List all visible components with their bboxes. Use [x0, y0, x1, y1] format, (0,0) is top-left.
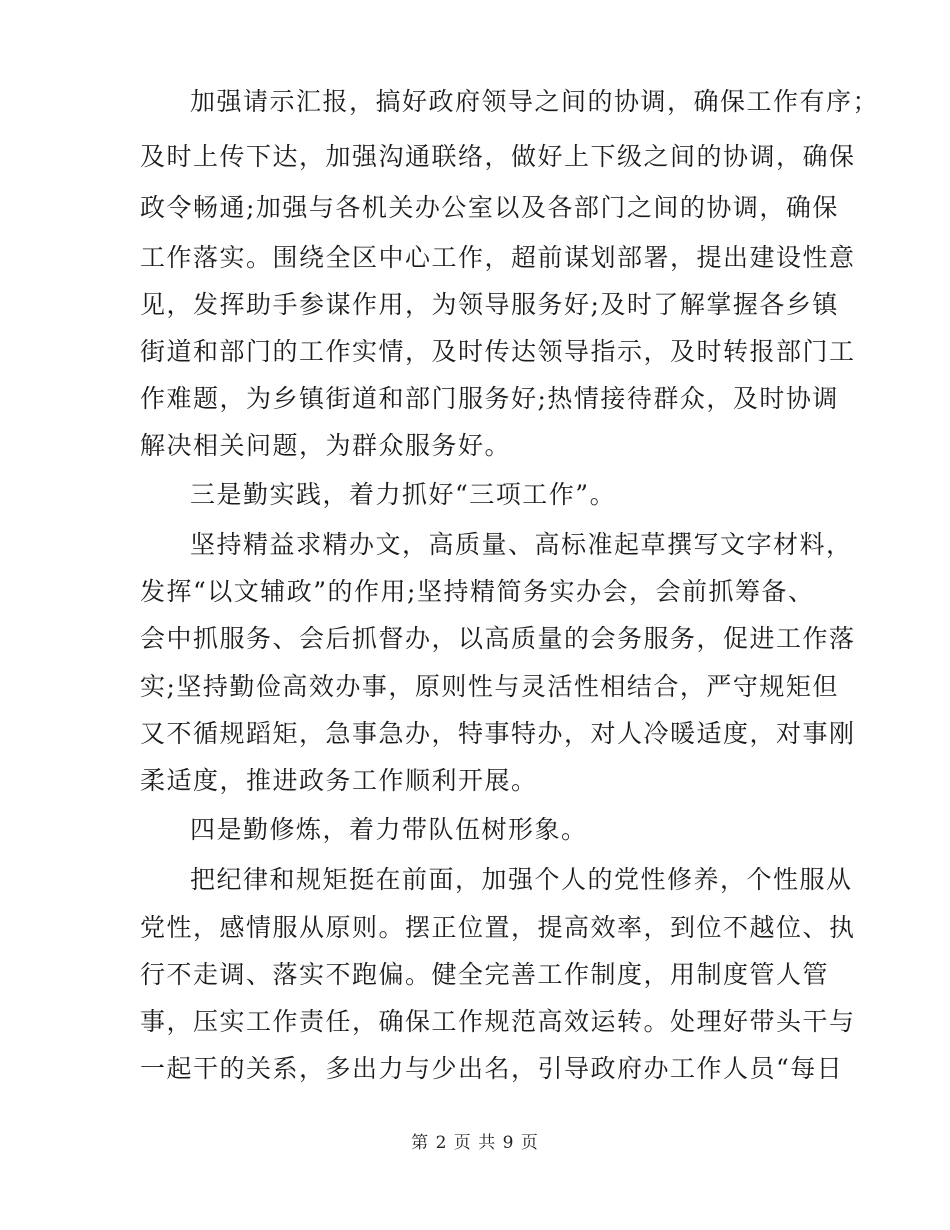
- text-line: 加强请示汇报，搞好政府领导之间的协调，确保工作有序；: [190, 87, 880, 116]
- text-line: 党性，感情服从原则。摆正位置，提高效率，到位不越位、执: [140, 913, 856, 942]
- text-line: 实;坚持勤俭高效办事，原则性与灵活性相结合，严守规矩但: [140, 672, 839, 701]
- text-line: 发挥“以文辅政”的作用;坚持精简务实办会，会前抓筹备、: [140, 577, 815, 606]
- page-number-footer: 第 2 页 共 9 页: [411, 1133, 539, 1153]
- text-line: 又不循规蹈矩，急事急办，特事特办，对人冷暖适度，对事刚: [140, 719, 856, 748]
- text-line: 解决相关问题，为群众服务好。: [140, 431, 512, 460]
- text-line: 把纪律和规矩挺在前面，加强个人的党性修养，个性服从: [190, 865, 853, 894]
- text-line: 坚持精益求精办文，高质量、高标准起草撰写文字材料，: [190, 530, 853, 559]
- text-line: 街道和部门的工作实情，及时传达领导指示，及时转报部门工: [140, 337, 856, 366]
- text-line: 政令畅通;加强与各机关办公室以及各部门之间的协调，确保: [140, 193, 839, 222]
- text-line: 作难题，为乡镇街道和部门服务好;热情接待群众，及时协调: [140, 384, 839, 413]
- text-line: 及时上传下达，加强沟通联络，做好上下级之间的协调，确保: [140, 142, 856, 171]
- text-line: 工作落实。围绕全区中心工作，超前谋划部署，提出建设性意: [140, 243, 856, 272]
- text-line: 四是勤修炼，着力带队伍树形象。: [190, 815, 588, 844]
- text-line: 一起干的关系，多出力与少出名，引导政府办工作人员“每日: [140, 1054, 844, 1083]
- text-line: 三是勤实践，着力抓好“三项工作”。: [190, 480, 617, 509]
- text-line: 会中抓服务、会后抓督办，以高质量的会务服务，促进工作落: [140, 624, 856, 653]
- text-line: 行不走调、落实不跑偏。健全完善工作制度，用制度管人管: [140, 960, 830, 989]
- text-line: 柔适度，推进政务工作顺利开展。: [140, 766, 538, 795]
- text-line: 见，发挥助手参谋作用，为领导服务好;及时了解掌握各乡镇: [140, 290, 839, 319]
- text-line: 事，压实工作责任，确保工作规范高效运转。处理好带头干与: [140, 1007, 856, 1036]
